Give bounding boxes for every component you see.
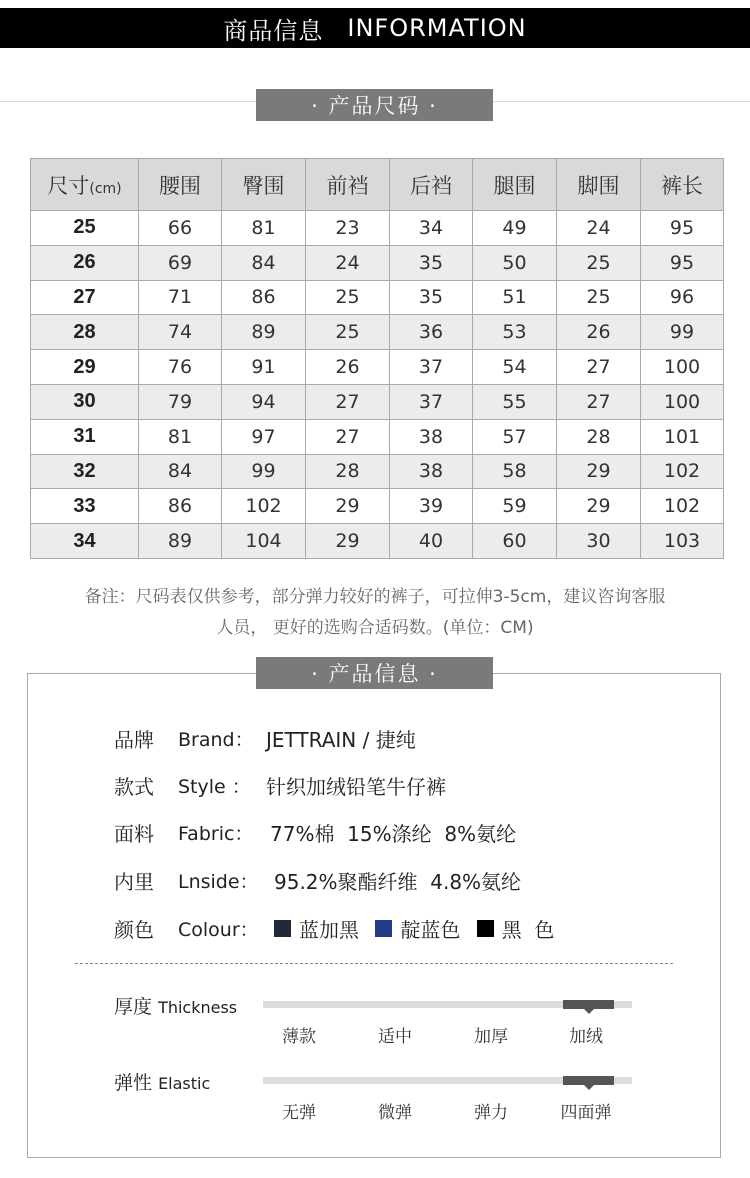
measurement-cell: 79 <box>139 384 222 419</box>
header-size: 尺寸(cm) <box>31 159 139 211</box>
thickness-level: 薄款 <box>282 1027 316 1047</box>
measurement-cell: 84 <box>222 245 306 280</box>
table-row <box>31 419 724 454</box>
measurement-cell: 30 <box>557 524 641 559</box>
table-row <box>31 350 724 385</box>
measurement-cell: 104 <box>222 524 306 559</box>
measurement-cell: 49 <box>473 211 557 246</box>
size-section-label: · 产品尺码 · <box>256 89 493 121</box>
table-row <box>31 489 724 524</box>
measurement-cell: 40 <box>390 524 473 559</box>
elasticity-level: 四面弹 <box>560 1103 612 1123</box>
thickness-title <box>114 992 237 1019</box>
measurement-cell: 24 <box>306 245 390 280</box>
measurement-cell: 74 <box>139 315 222 350</box>
size-table <box>30 158 724 559</box>
header-hip: 臀围 <box>222 159 306 211</box>
header-back-rise: 后裆 <box>390 159 473 211</box>
colour-swatch-indigo <box>375 920 392 937</box>
measurement-cell: 35 <box>390 245 473 280</box>
measurement-cell: 99 <box>641 315 724 350</box>
brand-row <box>114 724 416 753</box>
size-cell: 34 <box>31 524 139 559</box>
table-row <box>31 245 724 280</box>
measurement-cell: 36 <box>390 315 473 350</box>
colour-option-label: 蓝加黑 <box>299 918 359 942</box>
measurement-cell: 27 <box>306 384 390 419</box>
measurement-cell: 89 <box>139 524 222 559</box>
info-section-label: · 产品信息 · <box>256 657 493 689</box>
measurement-cell: 25 <box>306 315 390 350</box>
measurement-cell: 23 <box>306 211 390 246</box>
style-row <box>114 771 446 800</box>
measurement-cell: 51 <box>473 280 557 315</box>
elasticity-label-cn: 弹性 <box>114 1072 153 1094</box>
measurement-cell: 95 <box>641 245 724 280</box>
measurement-cell: 37 <box>390 350 473 385</box>
measurement-cell: 81 <box>222 211 306 246</box>
measurement-cell: 99 <box>222 454 306 489</box>
measurement-cell: 76 <box>139 350 222 385</box>
header-leg-opening: 脚围 <box>557 159 641 211</box>
header-size-unit: (cm) <box>89 180 122 197</box>
measurement-cell: 29 <box>557 454 641 489</box>
size-cell: 29 <box>31 350 139 385</box>
measurement-cell: 95 <box>641 211 724 246</box>
measurement-cell: 58 <box>473 454 557 489</box>
colour-option <box>375 914 460 943</box>
measurement-cell: 29 <box>306 524 390 559</box>
measurement-cell: 38 <box>390 454 473 489</box>
measurement-cell: 60 <box>473 524 557 559</box>
elasticity-label-en: Elastic <box>158 1074 211 1093</box>
colour-swatch-navy-black <box>274 920 291 937</box>
measurement-cell: 102 <box>222 489 306 524</box>
measurement-cell: 29 <box>306 489 390 524</box>
lining-row <box>114 866 521 895</box>
elasticity-marker <box>563 1076 614 1085</box>
size-note <box>30 582 720 644</box>
measurement-cell: 66 <box>139 211 222 246</box>
colour-option-label: 靛蓝色 <box>400 918 461 942</box>
colour-option-label: 黑 色 <box>501 918 555 942</box>
lining-label-cn: 内里 <box>114 870 154 894</box>
fabric-label-en: Fabric： <box>178 823 254 845</box>
measurement-cell: 100 <box>641 350 724 385</box>
colour-option <box>274 914 359 943</box>
measurement-cell: 25 <box>306 280 390 315</box>
measurement-cell: 84 <box>139 454 222 489</box>
fabric-label-cn: 面料 <box>114 822 154 846</box>
elasticity-meter <box>263 1077 632 1084</box>
style-value: 针织加绒铅笔牛仔裤 <box>266 775 446 799</box>
measurement-cell: 57 <box>473 419 557 454</box>
measurement-cell: 53 <box>473 315 557 350</box>
measurement-cell: 38 <box>390 419 473 454</box>
size-cell: 26 <box>31 245 139 280</box>
colour-label-en: Colour： <box>178 919 259 941</box>
fabric-row <box>114 818 516 847</box>
thickness-label-en: Thickness <box>158 998 238 1017</box>
elasticity-level: 弹力 <box>474 1103 508 1123</box>
table-row <box>31 315 724 350</box>
size-cell: 27 <box>31 280 139 315</box>
measurement-cell: 28 <box>306 454 390 489</box>
table-header-row <box>31 159 724 211</box>
measurement-cell: 50 <box>473 245 557 280</box>
colour-row <box>114 914 564 943</box>
measurement-cell: 29 <box>557 489 641 524</box>
measurement-cell: 102 <box>641 489 724 524</box>
measurement-cell: 59 <box>473 489 557 524</box>
measurement-cell: 91 <box>222 350 306 385</box>
measurement-cell: 55 <box>473 384 557 419</box>
measurement-cell: 102 <box>641 454 724 489</box>
table-row <box>31 280 724 315</box>
thickness-level: 适中 <box>378 1027 412 1047</box>
thickness-marker <box>563 1000 614 1009</box>
header-thigh: 腿围 <box>473 159 557 211</box>
measurement-cell: 69 <box>139 245 222 280</box>
lining-label-en: Lnside： <box>178 871 259 893</box>
header-front-rise: 前裆 <box>306 159 390 211</box>
thickness-label-cn: 厚度 <box>114 996 153 1018</box>
fabric-value: 77%棉 15%涤纶 8%氨纶 <box>270 822 517 846</box>
measurement-cell: 97 <box>222 419 306 454</box>
header-title: 商品信息 <box>223 16 324 45</box>
measurement-cell: 86 <box>139 489 222 524</box>
measurement-cell: 100 <box>641 384 724 419</box>
style-label-en: Style ： <box>178 776 251 798</box>
measurement-cell: 26 <box>557 315 641 350</box>
size-cell: 30 <box>31 384 139 419</box>
elasticity-level: 无弹 <box>282 1103 316 1123</box>
brand-label-cn: 品牌 <box>114 728 154 752</box>
measurement-cell: 27 <box>557 384 641 419</box>
header-length: 裤长 <box>641 159 724 211</box>
measurement-cell: 81 <box>139 419 222 454</box>
table-row <box>31 211 724 246</box>
size-cell: 25 <box>31 211 139 246</box>
header-title-en: INFORMATION <box>347 14 527 42</box>
measurement-cell: 26 <box>306 350 390 385</box>
header-waist: 腰围 <box>139 159 222 211</box>
elasticity-level: 微弹 <box>378 1103 412 1123</box>
measurement-cell: 28 <box>557 419 641 454</box>
measurement-cell: 35 <box>390 280 473 315</box>
table-row <box>31 384 724 419</box>
size-cell: 32 <box>31 454 139 489</box>
colour-options <box>274 914 564 943</box>
colour-label-cn: 颜色 <box>114 918 154 942</box>
thickness-meter <box>263 1001 632 1008</box>
size-cell: 33 <box>31 489 139 524</box>
measurement-cell: 25 <box>557 280 641 315</box>
thickness-level: 加绒 <box>569 1027 603 1047</box>
note-line-2: 人员， 更好的选购合适码数。(单位：CM) <box>216 618 534 638</box>
measurement-cell: 39 <box>390 489 473 524</box>
size-cell: 31 <box>31 419 139 454</box>
measurement-cell: 34 <box>390 211 473 246</box>
size-cell: 28 <box>31 315 139 350</box>
colour-swatch-black <box>477 920 494 937</box>
header-bar <box>0 8 750 48</box>
dashed-divider <box>75 963 673 964</box>
lining-value: 95.2%聚酯纤维 4.8%氨纶 <box>274 870 522 894</box>
measurement-cell: 54 <box>473 350 557 385</box>
measurement-cell: 103 <box>641 524 724 559</box>
measurement-cell: 37 <box>390 384 473 419</box>
thickness-level: 加厚 <box>474 1027 508 1047</box>
style-label-cn: 款式 <box>114 775 154 799</box>
table-row <box>31 454 724 489</box>
measurement-cell: 86 <box>222 280 306 315</box>
elasticity-title <box>114 1068 210 1095</box>
note-line-1: 备注：尺码表仅供参考，部分弹力较好的裤子，可拉伸3-5cm，建议咨询客服 <box>84 587 666 607</box>
measurement-cell: 27 <box>557 350 641 385</box>
table-row <box>31 524 724 559</box>
measurement-cell: 89 <box>222 315 306 350</box>
size-table-body <box>31 211 724 559</box>
measurement-cell: 71 <box>139 280 222 315</box>
measurement-cell: 96 <box>641 280 724 315</box>
measurement-cell: 101 <box>641 419 724 454</box>
colour-option <box>477 914 555 943</box>
measurement-cell: 94 <box>222 384 306 419</box>
measurement-cell: 27 <box>306 419 390 454</box>
brand-value: JETTRAIN / 捷纯 <box>266 728 416 752</box>
measurement-cell: 24 <box>557 211 641 246</box>
measurement-cell: 25 <box>557 245 641 280</box>
brand-label-en: Brand： <box>178 729 254 751</box>
